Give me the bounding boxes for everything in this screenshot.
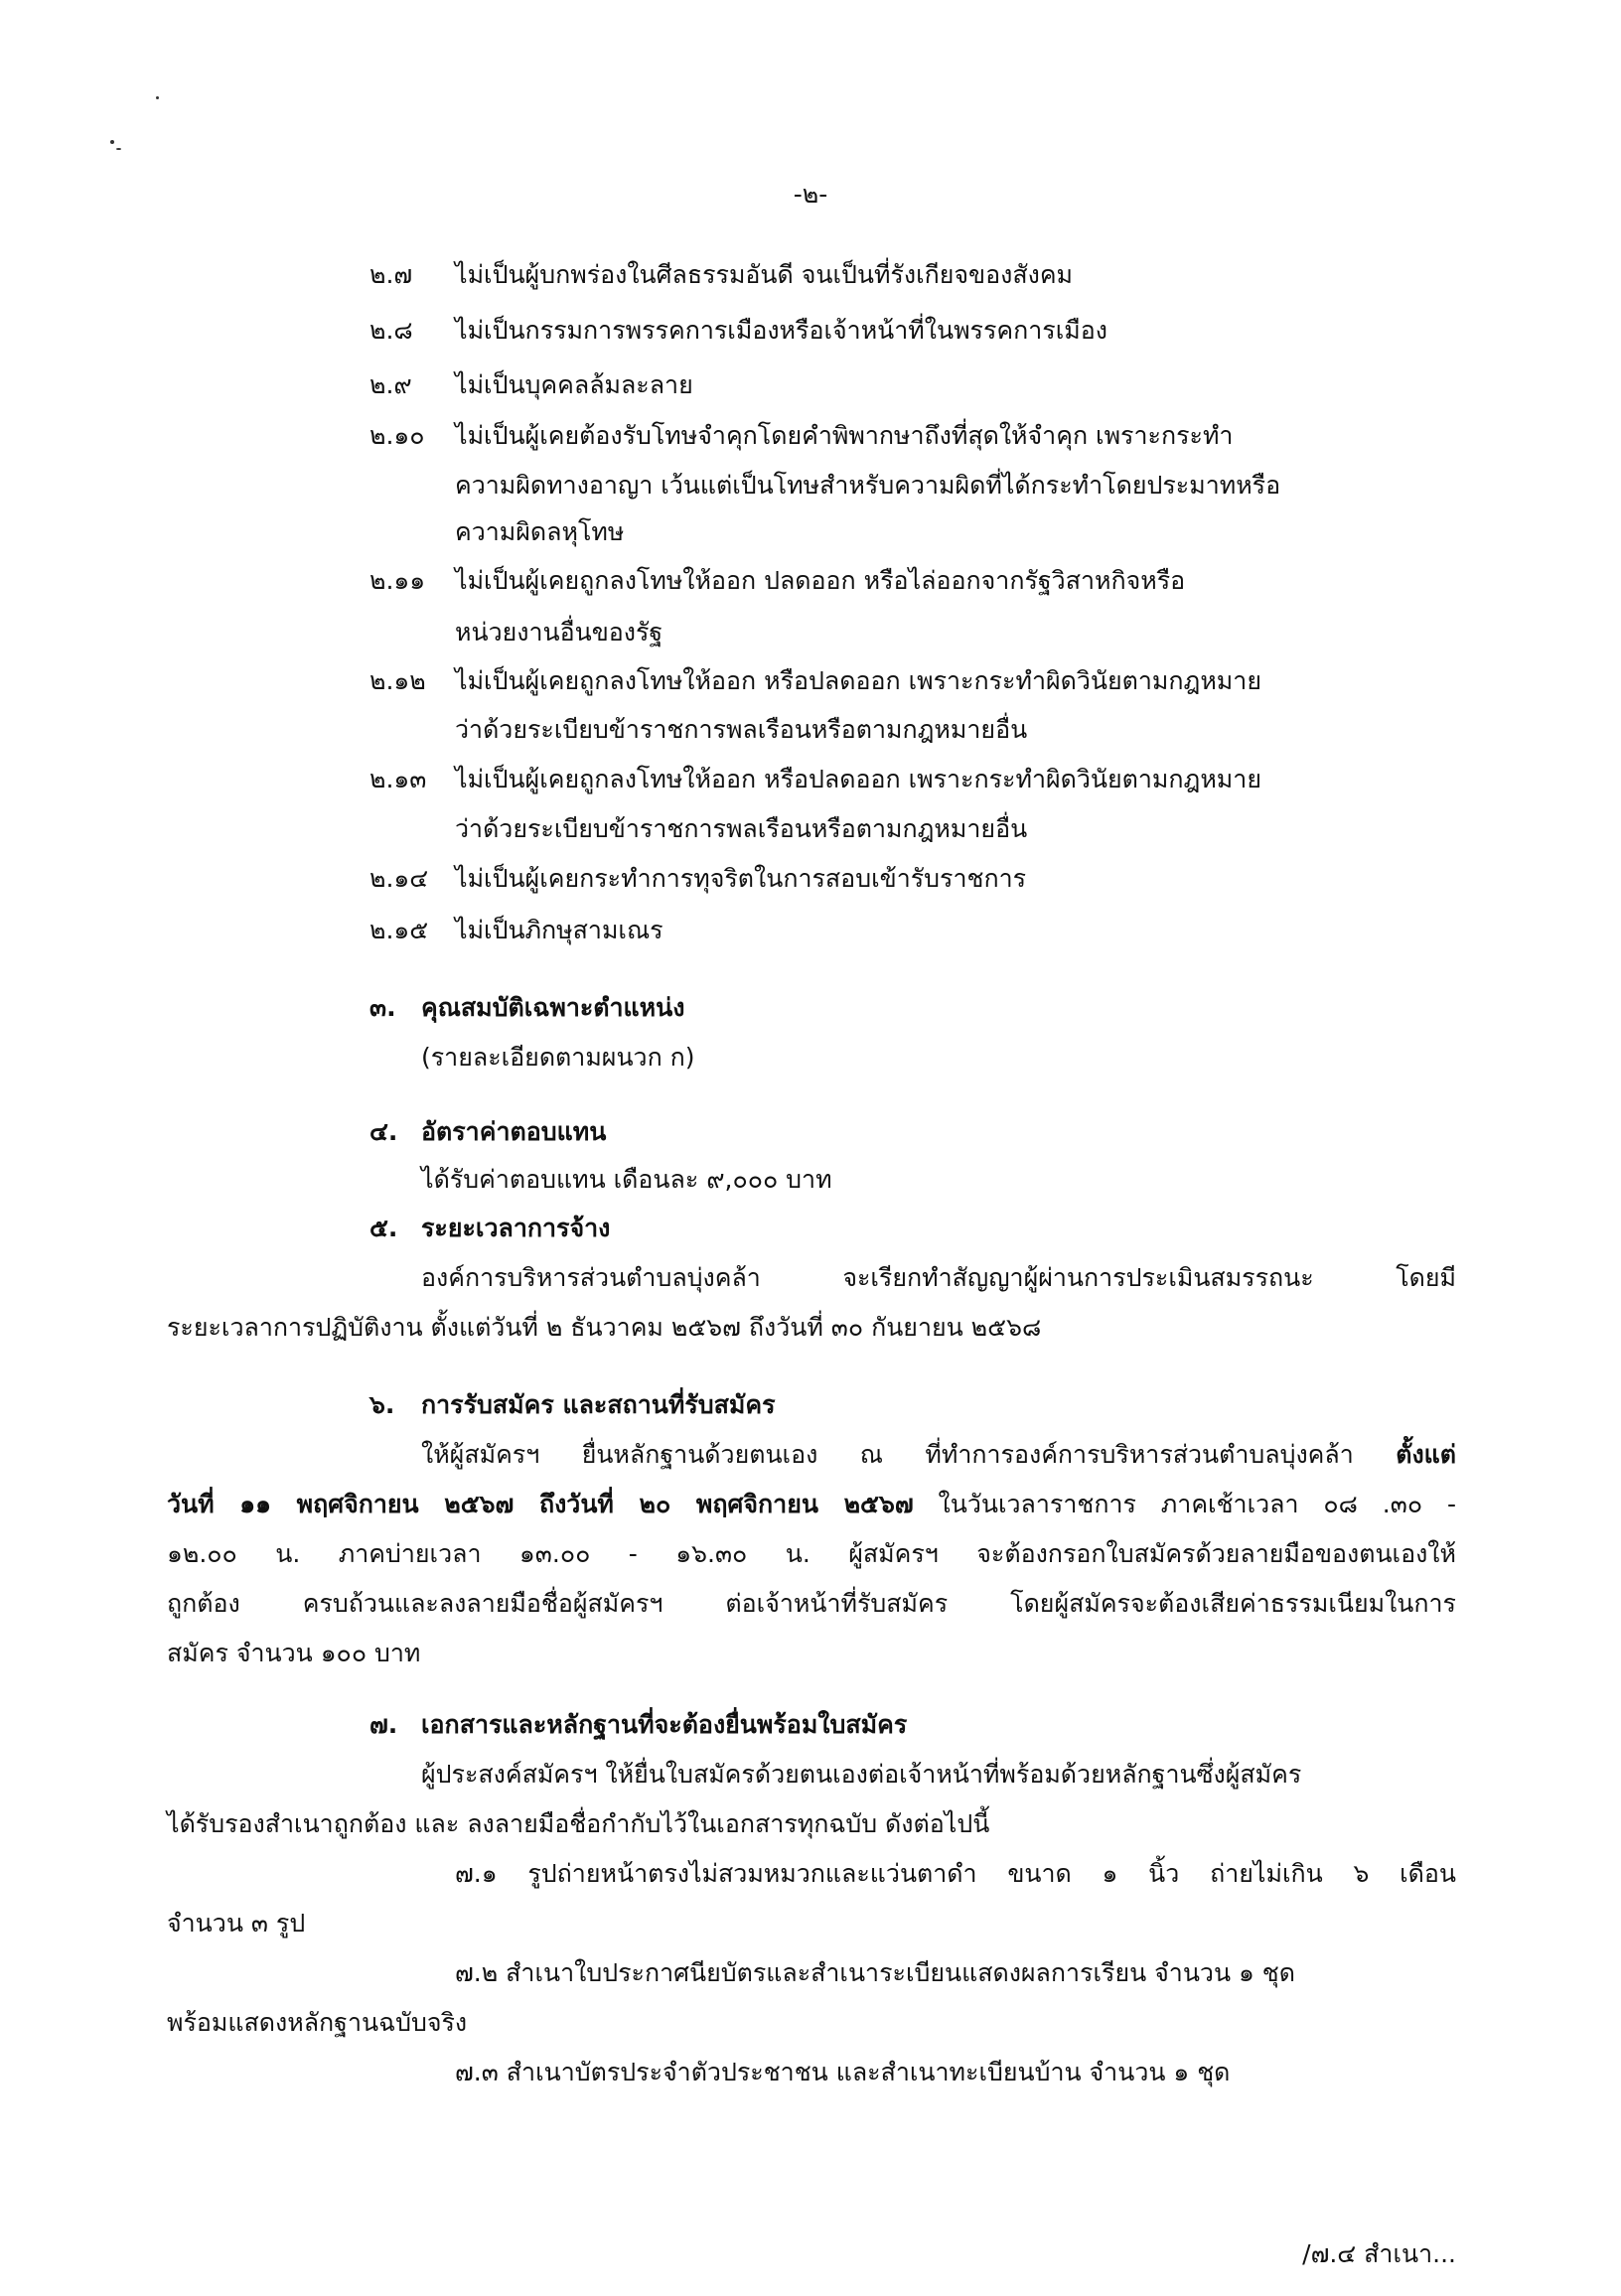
paragraph-line: ระยะเวลาการปฏิบัติงาน ตั้งแต่วันที่ ๒ ธันวาคม ๒๕๖๗ ถึงวันที่ ๓๐ กันยายน ๒๕๖๘ — [167, 1313, 1042, 1342]
list-item: ๗.๒ สำเนาใบประกาศนียบัตรและสำเนาระเบียนแสดงผลการเรียน จำนวน ๑ ชุด — [455, 1958, 1296, 1987]
list-item: ๒.๑๕ ไม่เป็นภิกษุสามเณร — [369, 916, 663, 944]
list-item-continued: ว่าด้วยระเบียบข้าราชการพลเรือนหรือตามกฎหมายอื่น — [455, 814, 1028, 843]
paragraph-line: ผู้ประสงค์สมัครฯ ให้ยื่นใบสมัครด้วยตนเองต่อเจ้าหน้าที่พร้อมด้วยหลักฐานซึ่งผู้สมัคร — [421, 1760, 1302, 1789]
paragraph-line: ๑๒.๐๐ น. ภาคบ่ายเวลา ๑๓.๐๐ - ๑๖.๓๐ น. ผู้สมัครฯ จะต้องกรอกใบสมัครด้วยลายมือของตนเองให้ — [167, 1539, 1456, 1568]
scan-speck — [156, 96, 159, 99]
section-heading: ๗. เอกสารและหลักฐานที่จะต้องยื่นพร้อมใบสมัคร — [369, 1710, 908, 1739]
section-text: (รายละเอียดตามผนวก ก) — [421, 1043, 695, 1072]
list-item-continued: หน่วยงานอื่นของรัฐ — [455, 618, 663, 646]
list-item-continued: ว่าด้วยระเบียบข้าราชการพลเรือนหรือตามกฎหมายอื่น — [455, 715, 1028, 744]
list-item-continued: ความผิดลหุโทษ — [455, 517, 625, 546]
list-item: ๒.๑๔ ไม่เป็นผู้เคยกระทำการทุจริตในการสอบเข้ารับราชการ — [369, 864, 1027, 893]
list-item: ๒.๘ ไม่เป็นกรรมการพรรคการเมืองหรือเจ้าหน้าที่ในพรรคการเมือง — [369, 316, 1107, 345]
list-item-continued: จำนวน ๓ รูป — [167, 1909, 306, 1937]
list-item: ๗.๓ สำเนาบัตรประจำตัวประชาชน และสำเนาทะเบียนบ้าน จำนวน ๑ ชุด — [455, 2058, 1231, 2086]
list-item: ๒.๙ ไม่เป็นบุคคลล้มละลาย — [369, 370, 693, 399]
list-item-continued: พร้อมแสดงหลักฐานฉบับจริง — [167, 2008, 468, 2037]
paragraph-line: องค์การบริหารส่วนตำบลบุ่งคล้า จะเรียกทำสัญญาผู้ผ่านการประเมินสมรรถนะ โดยมี — [421, 1263, 1456, 1292]
paragraph-line: ถูกต้อง ครบถ้วนและลงลายมือชื่อผู้สมัครฯ ต่อเจ้าหน้าที่รับสมัคร โดยผู้สมัครจะต้องเสียค่าธรรมเนียมในการ — [167, 1589, 1456, 1618]
list-item: ๒.๗ ไม่เป็นผู้บกพร่องในศีลธรรมอันดี จนเป็นที่รังเกียจของสังคม — [369, 260, 1074, 289]
section-heading: ๕. ระยะเวลาการจ้าง — [369, 1214, 611, 1242]
scan-speck — [116, 148, 121, 150]
paragraph-line: วันที่ ๑๑ พฤศจิกายน ๒๕๖๗ ถึงวันที่ ๒๐ พฤศจิกายน ๒๕๖๗ ในวันเวลาราชการ ภาคเช้าเวลา ๐๘ .๓๐ - — [167, 1490, 1456, 1518]
page-number: -๒- — [793, 180, 828, 209]
list-item: ๒.๑๓ ไม่เป็นผู้เคยถูกลงโทษให้ออก หรือปลดออก เพราะกระทำผิดวินัยตามกฎหมาย — [369, 765, 1261, 793]
paragraph-line: สมัคร จำนวน ๑๐๐ บาท — [167, 1639, 421, 1667]
section-heading: ๓. คุณสมบัติเฉพาะตำแหน่ง — [369, 993, 685, 1022]
paragraph-line: ให้ผู้สมัครฯ ยื่นหลักฐานด้วยตนเอง ณ ที่ทำการองค์การบริหารส่วนตำบลบุ่งคล้า ตั้งแต่ — [421, 1440, 1456, 1469]
list-item: ๒.๑๑ ไม่เป็นผู้เคยถูกลงโทษให้ออก ปลดออก หรือไล่ออกจากรัฐวิสาหกิจหรือ — [369, 566, 1186, 595]
list-item-continued: ความผิดทางอาญา เว้นแต่เป็นโทษสำหรับความผิดที่ได้กระทำโดยประมาทหรือ — [455, 471, 1281, 500]
section-heading: ๔. อัตราค่าตอบแทน — [369, 1117, 607, 1146]
list-item: ๗.๑ รูปถ่ายหน้าตรงไม่สวมหมวกและแว่นตาดำ ขนาด ๑ นิ้ว ถ่ายไม่เกิน ๖ เดือน — [455, 1859, 1456, 1888]
list-item: ๒.๑๒ ไม่เป็นผู้เคยถูกลงโทษให้ออก หรือปลดออก เพราะกระทำผิดวินัยตามกฎหมาย — [369, 666, 1261, 695]
list-item: ๒.๑๐ ไม่เป็นผู้เคยต้องรับโทษจำคุกโดยคำพิพากษาถึงที่สุดให้จำคุก เพราะกระทำ — [369, 421, 1234, 450]
paragraph-line: ได้รับรองสำเนาถูกต้อง และ ลงลายมือชื่อกำกับไว้ในเอกสารทุกฉบับ ดังต่อไปนี้ — [167, 1809, 990, 1838]
section-text: ได้รับค่าตอบแทน เดือนละ ๙,๐๐๐ บาท — [421, 1165, 832, 1194]
continuation-note: /๗.๔ สำเนา... — [1302, 2239, 1456, 2268]
scan-speck — [110, 140, 114, 144]
section-heading: ๖. การรับสมัคร และสถานที่รับสมัคร — [369, 1390, 776, 1419]
